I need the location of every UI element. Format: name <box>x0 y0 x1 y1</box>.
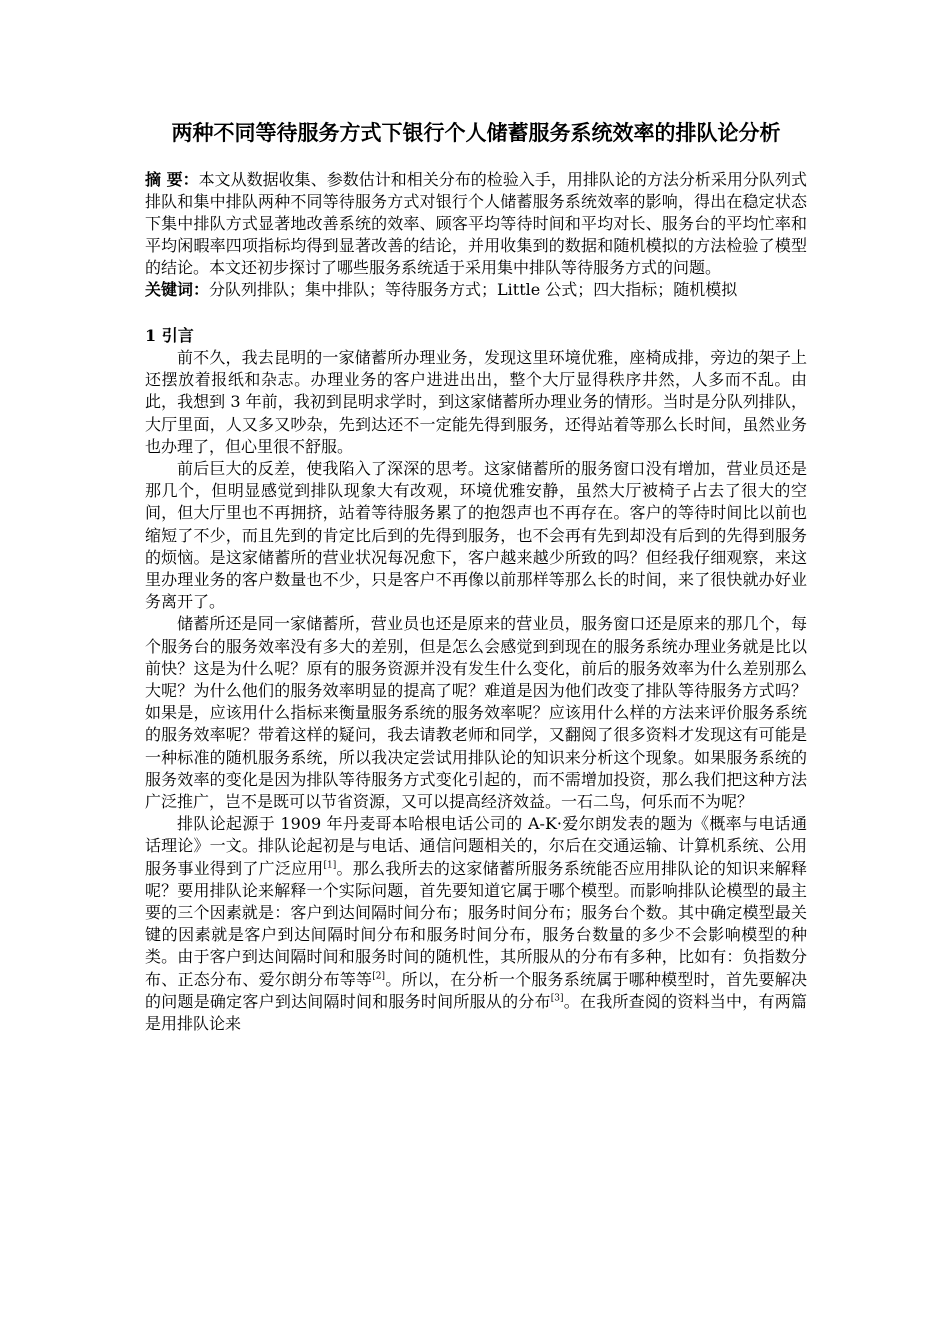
intro-paragraph-4-part-d: 。在我所查阅的资料当中，有两篇是用排队论来 <box>145 991 807 1034</box>
abstract-text: 本文从数据收集、参数估计和相关分布的检验入手，用排队论的方法分析采用分队列式排队和集中排队两种不同等待服务方式对银行个人储蓄服务系统效率的影响，得出在稳定状态下集中排队方式显著地改善系统的效率、顾客平均等待时间和平均对长、服务台的平均忙率和平均闲暇率四项指标均得到显著改善的结论，并用收集到的数据和随机模拟的方法检验了模型的结论。本文还初步探讨了哪些服务系统适于采用集中排队等待服务方式的问题。 <box>145 170 807 277</box>
intro-paragraph-4-part-b: 。那么我所去的这家储蓄所服务系统能否应用排队论的知识来解释呢？要用排队论来解释一个实际问题，首先要知道它属于哪个模型。而影响排队论模型的最主要的三个因素就是：客户到达间隔时间分布；服务时间分布；服务台个数。其中确定模型最关键的因素就是客户到达间隔时间分布和服务时间分布，服务台数量的多少不会影响模型的种类。由于客户到达间隔时间和服务时间的随机性，其所服从的分布有多种，比如有：负指数分布、正态分布、爱尔朗分布等等 <box>145 858 807 989</box>
keywords-label: 关键词： <box>145 280 210 299</box>
intro-paragraph-4 <box>145 813 807 1035</box>
abstract <box>145 169 807 279</box>
intro-paragraph-1: 前不久，我去昆明的一家储蓄所办理业务，发现这里环境优雅，座椅成排，旁边的架子上还摆放着报纸和杂志。办理业务的客户进进出出，整个大厅显得秩序井然，人多而不乱。由此，我想到 3 年前，我初到昆明求学时，到这家储蓄所办理业务的情形。当时是分队列排队，大厅里面，人又多又吵杂，先到达还不一定能先得到服务，还得站着等那么长时间，虽然业务也办理了，但心里很不舒服。 <box>145 348 807 456</box>
citation-2: [2] <box>372 971 385 982</box>
intro-paragraph-4-part-a: 排队论起源于 1909 年丹麦哥本哈根电话公司的 A-K·爱尔朗发表的题为《概率与电话通话理论》一文。排队论起初是与电话、通信问题相关的，尔后在交通运输、计算机系统、公用服务事业得到了广泛应用 <box>145 814 807 878</box>
citation-3: [3] <box>550 993 564 1004</box>
keywords <box>145 279 807 301</box>
intro-paragraph-4-part-c: 。所以，在分析一个服务系统属于哪种模型时，首先要解决的问题是确定客户到达间隔时间和服务时间所服从的分布 <box>145 969 807 1011</box>
paper-title: 两种不同等待服务方式下银行个人储蓄服务系统效率的排队论分析 <box>171 121 781 145</box>
abstract-label: 摘 要： <box>145 170 199 189</box>
keywords-text: 分队列排队；集中排队；等待服务方式；Little 公式；四大指标；随机模拟 <box>209 280 738 299</box>
paper-page <box>145 118 807 1035</box>
section-heading-introduction: 1 引言 <box>145 326 194 345</box>
citation-1: [1] <box>323 860 337 871</box>
intro-paragraph-3: 储蓄所还是同一家储蓄所，营业员也还是原来的营业员，服务窗口还是原来的那几个，每个服务台的服务效率没有多大的差别，但是怎么会感觉到到现在的服务系统办理业务就是比以前快？这是为什么呢？原有的服务资源并没有发生什么变化，前后的服务效率为什么差别那么大呢？为什么他们的服务效率明显的提高了呢？难道是因为他们改变了排队等待服务方式吗？如果是，应该用什么指标来衡量服务系统的服务效率呢？应该用什么样的方法来评价服务系统的服务效率呢？带着这样的疑问，我去请教老师和同学，又翻阅了很多资料才发现这有可能是一种标准的随机服务系统，所以我决定尝试用排队论的知识来分析这个现象。如果服务系统的服务效率的变化是因为排队等待服务方式变化引起的，而不需增加投资，那么我们把这种方法广泛推广，岂不是既可以节省资源，又可以提高经济效益。一石二鸟，何乐而不为呢？ <box>145 614 807 812</box>
intro-paragraph-2: 前后巨大的反差，使我陷入了深深的思考。这家储蓄所的服务窗口没有增加，营业员还是那几个，但明显感觉到排队现象大有改观，环境优雅安静，虽然大厅被椅子占去了很大的空间，但大厅里也不再拥挤，站着等待服务累了的抱怨声也不再存在。客户的等待时间比以前也缩短了不少，而且先到的肯定比后到的先得到服务，也不会再有先到却没有后到的先得到服务的烦恼。是这家储蓄所的营业状况每况愈下，客户越来越少所致的吗？但经我仔细观察，来这里办理业务的客户数量也不少，只是客户不再像以前那样等那么长的时间，来了很快就办好业务离开了。 <box>145 459 807 612</box>
